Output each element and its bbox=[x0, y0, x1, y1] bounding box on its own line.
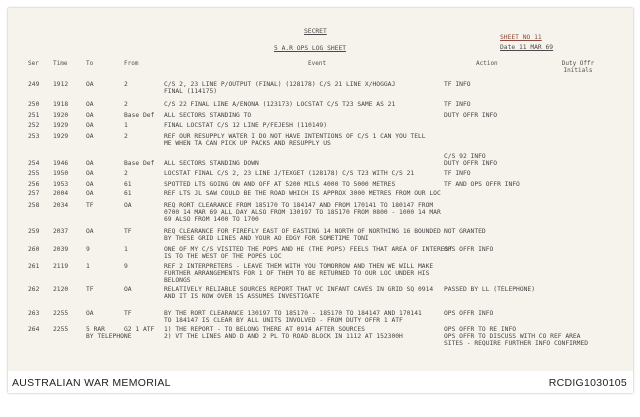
cell-event: SPOTTED LTS GOING ON AND OFF AT 5200 MILS 4000 TO 5000 METRES bbox=[164, 181, 396, 188]
classification-heading: SECRET bbox=[304, 28, 327, 35]
cell-event: ONE OF MY C/S VISITED THE POPS AND HE (THE POPS) FEELS THAT AREA OF INTEREST IS TO THE WEST OF THE POPES LOC bbox=[164, 246, 453, 260]
cell-action: PASSED BY LL (TELEPHONE) bbox=[444, 286, 535, 293]
log-row bbox=[8, 133, 633, 153]
cell-time: 1953 bbox=[53, 181, 69, 188]
cell-event: REF OUR RESUPPLY WATER I DO NOT HAVE INTENTIONS OF C/S 1 CAN YOU TELL ME WHEN TA CAN PICK UP PACKS AND RESUPPLY US bbox=[164, 133, 426, 147]
cell-from: TF bbox=[124, 310, 132, 317]
archive-credit: AUSTRALIAN WAR MEMORIAL bbox=[12, 377, 171, 389]
cell-to: OA bbox=[86, 160, 94, 167]
cell-time: 2255 bbox=[53, 310, 69, 317]
date-line: Date 11 MAR 69 bbox=[500, 44, 554, 51]
document-page bbox=[8, 8, 633, 393]
cell-action: OPS OFFR TO RE INFO OPS OFFR TO DISCUSS WITH CO REF AREA SITES - REQUIRE FURTHER INFO CONFIRMED bbox=[444, 326, 589, 347]
cell-event: REF LTS JL SAW COULD BE THE ROAD WHICH IS APPROX 3000 METRES FROM OUR LOC bbox=[164, 190, 441, 197]
cell-time: 2037 bbox=[53, 228, 69, 235]
cell-ser: 260 bbox=[28, 246, 40, 253]
col-header-ser: Ser bbox=[28, 60, 39, 67]
cell-from: 9 bbox=[124, 263, 128, 270]
cell-from: 1 bbox=[124, 122, 128, 129]
cell-time: 1950 bbox=[53, 170, 69, 177]
cell-to: TF bbox=[86, 286, 94, 293]
cell-ser: 262 bbox=[28, 286, 40, 293]
cell-ser: 261 bbox=[28, 263, 40, 270]
cell-ser: 250 bbox=[28, 101, 40, 108]
cell-time: 1920 bbox=[53, 112, 69, 119]
cell-from: 61 bbox=[124, 190, 132, 197]
cell-to: OA bbox=[86, 133, 94, 140]
col-header-time: Time bbox=[53, 60, 68, 67]
log-row bbox=[8, 286, 633, 306]
cell-time: 2119 bbox=[53, 263, 69, 270]
cell-time: 1929 bbox=[53, 133, 69, 140]
cell-ser: 263 bbox=[28, 310, 40, 317]
cell-action: OPS OFFR INFO bbox=[444, 246, 494, 253]
cell-from: G2 1 ATF bbox=[124, 326, 155, 333]
cell-ser: 256 bbox=[28, 181, 40, 188]
cell-to: OA bbox=[86, 112, 94, 119]
cell-to: OA bbox=[86, 228, 94, 235]
cell-time: 2004 bbox=[53, 190, 69, 197]
cell-time: 1929 bbox=[53, 122, 69, 129]
log-row bbox=[8, 202, 633, 222]
cell-event: C/S 2, 23 LINE P/OUTPUT (FINAL) (128178) C/S 21 LINE X/HOGGAJ FINAL (114175) bbox=[164, 81, 396, 95]
cell-from: OA bbox=[124, 202, 132, 209]
unit-title: 5 A.R OPS LOG SHEET bbox=[274, 45, 347, 52]
cell-to: OA bbox=[86, 122, 94, 129]
cell-event: ALL SECTORS STANDING TO bbox=[164, 112, 252, 119]
cell-time: 1912 bbox=[53, 81, 69, 88]
cell-to: 1 bbox=[86, 263, 90, 270]
cell-from: TF bbox=[124, 228, 132, 235]
footer-band bbox=[8, 371, 633, 393]
cell-from: 2 bbox=[124, 101, 128, 108]
cell-event: 1) THE REPORT - TO BELONG THERE AT 0914 AFTER SOURCES 2) VT THE LINES AND D AND 2 PL TO ROAD BLOCK IN 1112 AT 152300H bbox=[164, 326, 403, 340]
cell-ser: 258 bbox=[28, 202, 40, 209]
cell-ser: 259 bbox=[28, 228, 40, 235]
cell-action: TF INFO bbox=[444, 101, 471, 108]
col-header-from: From bbox=[124, 60, 139, 67]
cell-action: DUTY OFFR INFO bbox=[444, 160, 498, 167]
log-row bbox=[8, 326, 633, 346]
cell-to: TF bbox=[86, 202, 94, 209]
cell-time: 1946 bbox=[53, 160, 69, 167]
sheet-number: SHEET NO 11 bbox=[500, 34, 542, 41]
col-header-event: Event bbox=[308, 60, 327, 67]
cell-to: OA bbox=[86, 310, 94, 317]
cell-from: Base Def bbox=[124, 160, 155, 167]
cell-event: REQ CLEARANCE FOR FIREFLY EAST OF EASTING 14 NORTH OF NORTHING 16 BOUNDED BY THESE GRID LINES AND YOUR AO EDGY FOR SOMETIME TONI bbox=[164, 228, 441, 242]
cell-to: OA bbox=[86, 181, 94, 188]
col-header-duty-offr: Duty Offr Initials bbox=[561, 60, 595, 74]
cell-action: TF INFO bbox=[444, 81, 471, 88]
cell-action: TF AND OPS OFFR INFO bbox=[444, 181, 520, 188]
cell-to: OA bbox=[86, 170, 94, 177]
log-row bbox=[8, 263, 633, 283]
cell-to: 9 bbox=[86, 246, 90, 253]
cell-event: C/S 22 FINAL LINE A/ENONA (123173) LOCSTAT C/S T23 SAME AS 21 bbox=[164, 101, 396, 108]
cell-ser: 257 bbox=[28, 190, 40, 197]
cell-from: Base Def bbox=[124, 112, 155, 119]
cell-event: RELATIVELY RELIABLE SOURCES REPORT THAT VC INFANT CAVES IN GRID SQ 0914 AND IT IS NOW OVER 15 ASSUMES INVESTIGATE bbox=[164, 286, 434, 300]
record-id: RCDIG1030105 bbox=[548, 377, 627, 389]
cell-ser: 252 bbox=[28, 122, 40, 129]
cell-from: 61 bbox=[124, 181, 132, 188]
cell-ser: 264 bbox=[28, 326, 40, 333]
cell-to: OA bbox=[86, 101, 94, 108]
cell-from: 1 bbox=[124, 246, 128, 253]
cell-ser: 251 bbox=[28, 112, 40, 119]
cell-event: ALL SECTORS STANDING DOWN bbox=[164, 160, 259, 167]
cell-to: OA bbox=[86, 81, 94, 88]
cell-ser: 254 bbox=[28, 160, 40, 167]
cell-from: 2 bbox=[124, 133, 128, 140]
cell-event: LOCSTAT FINAL C/S 2, 23 LINE J/TEXGET (128178) C/S T23 WITH C/S 21 bbox=[164, 170, 415, 177]
cell-ser: 255 bbox=[28, 170, 40, 177]
cell-action: OPS OFFR INFO bbox=[444, 310, 494, 317]
cell-action: TF INFO bbox=[444, 170, 471, 177]
cell-event: BY THE RORT CLEARANCE 130197 TO 185170 - 185170 TO 184147 AND 170141 TO 184147 IS CLEAR BY ALL UNITS INVOLVED - FROM DUTY OFFR 1 ATF bbox=[164, 310, 422, 324]
cell-ser: 253 bbox=[28, 133, 40, 140]
cell-from: OA bbox=[124, 286, 132, 293]
cell-action: NOT GRANTED bbox=[444, 228, 486, 235]
cell-from: 2 bbox=[124, 170, 128, 177]
cell-to: OA bbox=[86, 190, 94, 197]
cell-from: 2 bbox=[124, 81, 128, 88]
cell-action: DUTY OFFR INFO bbox=[444, 112, 498, 119]
cell-time: 2255 bbox=[53, 326, 69, 333]
cell-time: 2034 bbox=[53, 202, 69, 209]
cell-to: 5 RAR BY TELEPHONE bbox=[86, 326, 132, 340]
cell-event: REF 2 INTERPRETERS - LEAVE THEM WITH YOU TOMORROW AND THEN WE WILL MAKE FURTHER ARRANGEMENTS FOR 1 OF THEM TO BE RETURNED TO OUR LOC UNDER HIS BELONGS bbox=[164, 263, 434, 284]
cell-time: 2039 bbox=[53, 246, 69, 253]
cell-time: 1918 bbox=[53, 101, 69, 108]
log-row bbox=[8, 228, 633, 248]
cell-event: FINAL LOCSTAT C/S 12 LINE P/FEJESH (110149) bbox=[164, 122, 328, 129]
log-row bbox=[8, 81, 633, 101]
cell-ser: 249 bbox=[28, 81, 40, 88]
col-header-to: To bbox=[86, 60, 94, 67]
cell-event: REQ RORT CLEARANCE FROM 185170 TO 184147 AND FROM 170141 TO 180147 FROM 0700 14 MAR 69 ALL DAY ALSO FROM 130197 TO 185170 FROM 0800 - 1000 14 MAR 69 ALSO FROM 1400 TO 1700 bbox=[164, 202, 441, 223]
cell-time: 2120 bbox=[53, 286, 69, 293]
col-header-action: Action bbox=[476, 60, 498, 67]
cell-action: C/S 92 INFO bbox=[444, 153, 486, 160]
